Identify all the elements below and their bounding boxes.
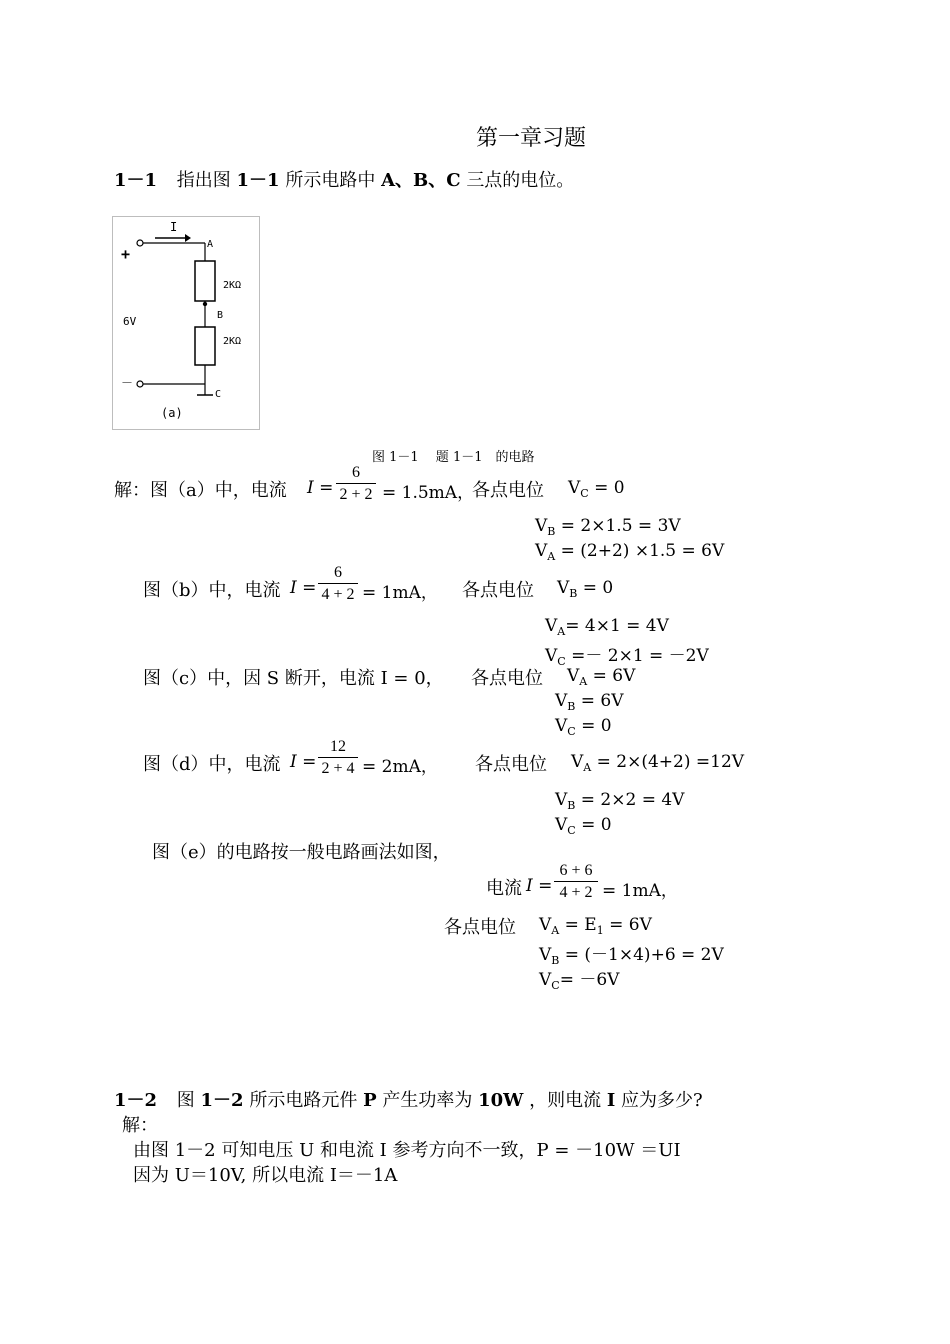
question-text: 图 xyxy=(176,1090,195,1111)
circuit-figure xyxy=(112,216,260,430)
denominator: 2 + 4 xyxy=(321,760,355,777)
question-text: 应为多少? xyxy=(620,1090,703,1111)
numerator: 12 xyxy=(330,738,346,755)
result-b: = 1mA， xyxy=(362,583,438,603)
potential-label: 各点电位 xyxy=(471,668,543,689)
question-1-2 xyxy=(114,1086,703,1112)
numerator: 6 xyxy=(352,464,360,481)
question-text: 指出图 xyxy=(176,170,231,191)
solution-label: 解： xyxy=(122,1115,158,1136)
question-1-1 xyxy=(114,166,574,192)
solution-line-2: 因为 U＝10V, 所以电流 I＝－1A xyxy=(133,1165,398,1186)
fraction-b xyxy=(318,563,358,606)
resistor-1 xyxy=(195,261,215,301)
vc-e: $V_C= -6V$ xyxy=(539,970,620,992)
current-symbol: I xyxy=(606,1090,616,1111)
va-d: $V_A = 2\times(4+2) =12V$ xyxy=(571,752,745,774)
result-e: = 1mA， xyxy=(602,881,678,901)
vb-d: $V_B = 2\times 2 = 4V$ xyxy=(555,790,685,812)
arrow-head xyxy=(185,234,191,242)
resistor-1-label: 2KΩ xyxy=(223,280,242,291)
current-symbol: I = xyxy=(307,478,334,498)
question-number: 1－2 xyxy=(114,1090,158,1111)
plus-sign: + xyxy=(121,245,131,263)
node-b-label: B xyxy=(217,310,224,321)
solution-a-text: 解：图（a）中，电流 xyxy=(114,480,287,501)
source-label: 6V xyxy=(123,315,137,328)
figure-caption: 图 1－1 题 1－1 的电路 xyxy=(372,450,535,465)
potential-label: 各点电位 xyxy=(472,480,544,501)
fraction-e xyxy=(554,861,598,904)
denominator: 4 + 2 xyxy=(559,884,593,901)
vc-b: $V_C =- 2\times 1 = -2V$ xyxy=(545,646,709,668)
potential-label: 各点电位 xyxy=(475,754,547,775)
question-text: 所示电路元件 xyxy=(249,1090,358,1111)
resistor-2-label: 2KΩ xyxy=(223,336,242,347)
points-label: A、B、C xyxy=(381,170,461,191)
denominator: 4 + 2 xyxy=(321,586,355,603)
figure-ref: 1－1 xyxy=(236,170,280,191)
va-a: $V_A = (2+2) \times 1.5 = 6V$ xyxy=(535,541,725,563)
question-text: 产生功率为 xyxy=(382,1090,473,1111)
solution-d-text: 图（d）中，电流 xyxy=(143,754,281,775)
figure-ref: 1－2 xyxy=(200,1090,244,1111)
element-label: P xyxy=(363,1090,377,1111)
numerator: 6 xyxy=(334,564,342,581)
current-label: 电流 xyxy=(486,878,522,899)
node-b-dot xyxy=(203,302,207,306)
potential-label: 各点电位 xyxy=(462,580,534,601)
vc-c: $V_C = 0$ xyxy=(555,716,612,738)
minus-sign: － xyxy=(121,376,134,390)
vc-a: $V_C = 0$ xyxy=(568,478,625,500)
solution-c-text: 图（c）中，因 S 断开，电流 I = 0， xyxy=(143,668,444,689)
va-b: $V_A= 4\times 1 = 4V$ xyxy=(545,616,669,638)
fraction-a xyxy=(336,463,376,506)
va-c: $V_A = 6V$ xyxy=(567,666,636,688)
current-label: I xyxy=(170,220,178,234)
result-a: = 1.5mA， xyxy=(382,483,475,503)
potential-label: 各点电位 xyxy=(444,917,516,938)
vb-e: $V_B = (-1\times 4)+6 = 2V$ xyxy=(539,945,724,967)
result-d: = 2mA， xyxy=(362,757,438,777)
page-title: 第一章习题 xyxy=(476,126,587,151)
vb-b: $V_B = 0$ xyxy=(557,578,614,600)
terminal-top xyxy=(137,240,143,246)
denominator: 2 + 2 xyxy=(339,486,373,503)
vb-a: $V_B = 2\times 1.5 = 3V$ xyxy=(535,516,681,538)
resistor-2 xyxy=(195,327,215,365)
solution-b-text: 图（b）中，电流 xyxy=(143,580,281,601)
power-value: 10W xyxy=(478,1090,524,1111)
current-symbol: I = xyxy=(290,752,317,772)
question-number: 1－1 xyxy=(114,170,158,191)
current-symbol: I = xyxy=(290,578,317,598)
question-text: 三点的电位。 xyxy=(466,170,575,191)
question-text: 所示电路中 xyxy=(285,170,376,191)
vc-d: $V_C = 0$ xyxy=(555,815,612,837)
node-c-label: C xyxy=(215,389,222,400)
circuit-diagram xyxy=(113,217,259,429)
numerator: 6 + 6 xyxy=(559,862,593,879)
terminal-bottom xyxy=(137,381,143,387)
solution-line-1: 由图 1－2 可知电压 U 和电流 I 参考方向不一致，P = －10W ＝UI xyxy=(133,1140,681,1161)
question-text: ，则电流 xyxy=(529,1090,602,1111)
vb-c: $V_B = 6V$ xyxy=(555,691,624,713)
va-e: $V_A = E_1 = 6V$ xyxy=(539,915,652,937)
node-a-label: A xyxy=(207,239,214,250)
solution-e-text: 图（e）的电路按一般电路画法如图， xyxy=(152,842,451,863)
current-symbol: I = xyxy=(526,876,553,896)
fraction-d xyxy=(318,737,358,780)
figure-tag: (a) xyxy=(161,406,183,420)
